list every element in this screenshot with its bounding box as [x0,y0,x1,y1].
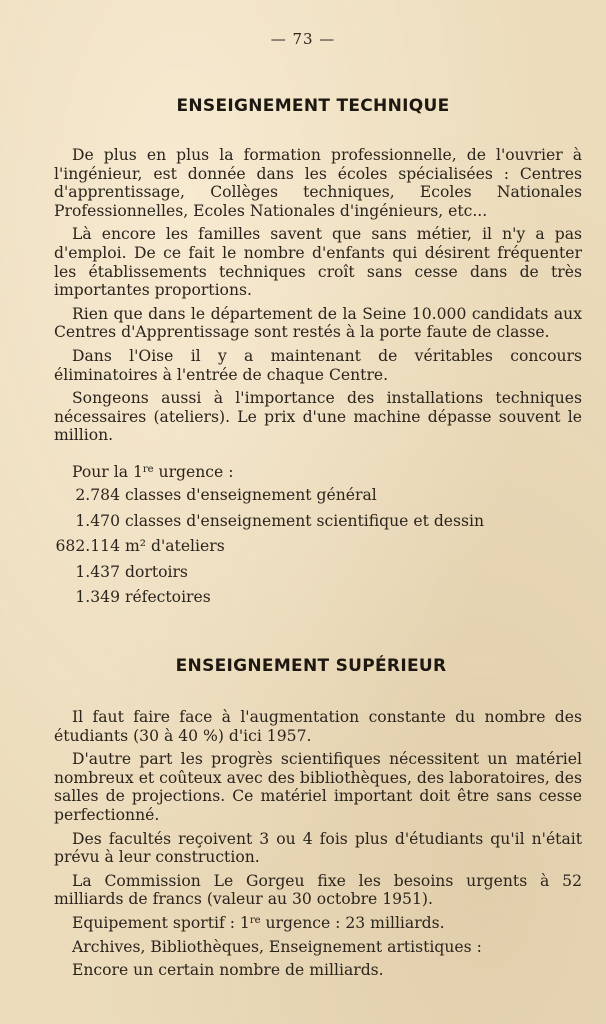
paragraph: Songeons aussi à l'importance des installations techniques nécessaires (ateliers). Le prix d'une machine dépasse souvent le million. [54,389,582,445]
paragraph: Là encore les familles savent que sans métier, il n'y a pas d'emploi. De ce fait le nombre d'enfants qui désirent fréquenter les établissements techniques croît sans cesse dans de très importantes proportions. [54,225,582,300]
archives-line: Archives, Bibliothèques, Enseignement artistiques : [72,937,482,956]
page-number: — 73 — [270,30,336,48]
list-item-number: 1.349 [75,588,120,607]
technique-text [54,146,582,450]
list-item-text: m² d'ateliers [125,537,225,556]
list-item-number: 2.784 [75,486,120,504]
list-item-number: 1.470 [75,511,120,530]
list-item [54,534,582,560]
list-item [54,483,582,509]
list-item-text: classes d'enseignement général [125,486,377,504]
list-item-text: classes d'enseignement scientifique et dessin [125,511,485,530]
list-item-text: réfectoires [125,588,211,607]
list-item-text: dortoirs [125,562,188,581]
paragraph: De plus en plus la formation professionnelle, de l'ouvrier à l'ingénieur, est donnée dans les écoles spécialisées : Centres d'apprentissage, Collèges techniques, Ecoles Nationales Professionnelles, Ecoles Nationales d'ingénieurs, etc... [54,146,582,220]
paragraph: Il faut faire face à l'augmentation constante du nombre des étudiants (30 à 40 %) d'ici 1957. [54,708,582,745]
list-item-number: 1.437 [75,562,120,581]
equipment-line: Equipement sportif : 1re urgence : 23 milliards. [72,913,445,932]
paragraph: Dans l'Oise il y a maintenant de véritables concours éliminatoires à l'entrée de chaque Centre. [54,346,582,384]
list-item [54,585,582,611]
section-heading-technique: ENSEIGNEMENT TECHNIQUE [176,96,450,116]
list-item [54,560,582,586]
superieur-text [54,708,582,985]
paragraph: La Commission Le Gorgeu fixe les besoins urgents à 52 milliards de francs (valeur au 30 octobre 1951). [54,871,582,909]
paragraph: Des facultés reçoivent 3 ou 4 fois plus d'étudiants qu'il n'était prévu à leur construction. [54,829,582,867]
list-item [54,509,582,535]
paragraph: Rien que dans le département de la Seine 10.000 candidats aux Centres d'Apprentissage sont restés à la porte faute de classe. [54,304,582,342]
list-item-number: 682.114 [55,537,120,556]
paragraph: D'autre part les progrès scientifiques nécessitent un matériel nombreux et coûteux avec des bibliothèques, des laboratoires, des salles de projections. Ce matériel important doit être sans cesse perfectionné. [54,750,582,824]
section-heading-superieur: ENSEIGNEMENT SUPÉRIEUR [175,656,447,676]
final-line: Encore un certain nombre de milliards. [72,961,384,980]
list-intro: Pour la 1re urgence : [72,463,234,481]
urgence-list [54,461,582,611]
